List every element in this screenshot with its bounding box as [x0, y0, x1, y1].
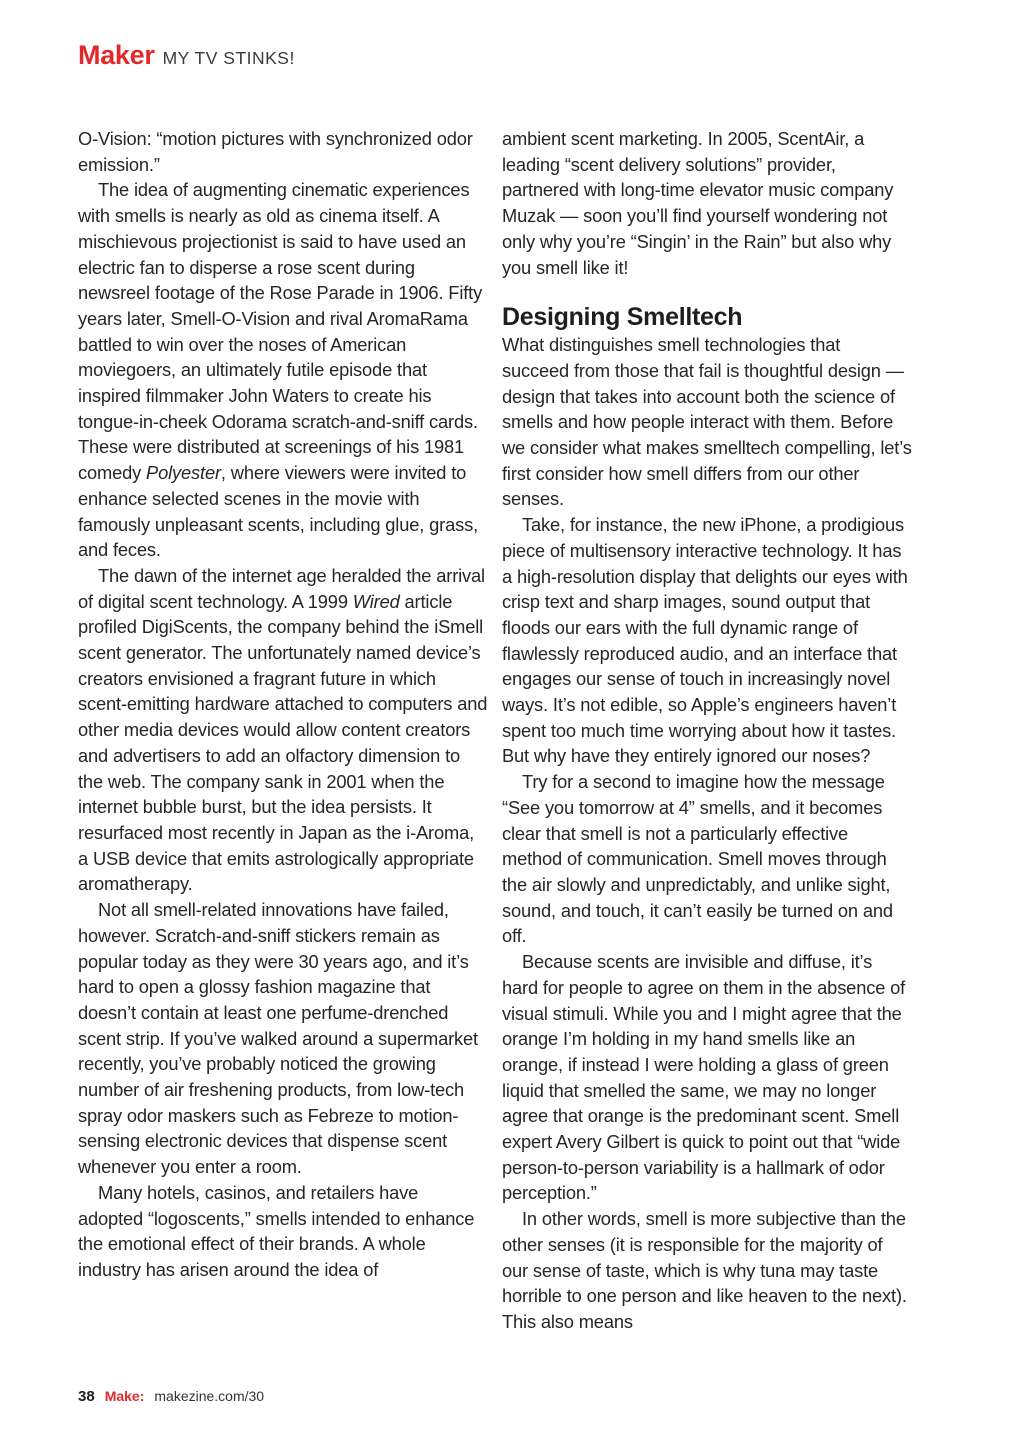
paragraph: ambient scent marketing. In 2005, ScentAir, a leading “scent delivery solutions” provider, partnered with long-time elevator music company Muzak — soon you’ll find yourself wondering not only why you’re “Singin’ in the Rain” but also why you smell like it! — [502, 128, 894, 278]
italic-title: Wired — [352, 590, 400, 612]
paragraph-text: , where viewers were invited to enhance selected scenes in the movie with famously unpleasant scents, including glue, grass, and feces. — [78, 462, 478, 561]
paragraph: In other words, smell is more subjective than the other senses (it is responsible for the majority of our sense of taste, which is why tuna may taste horrible to one person and like heaven to the next). This also means — [502, 1208, 907, 1332]
right-column — [502, 126, 912, 1335]
paragraph: What distinguishes smell technologies that succeed from those that fail is thoughtful design — design that takes into account both the science of smells and how people interact with them. Before we consider what makes smelltech compelling, let’s first consider how smell differs from our other senses. — [502, 334, 912, 510]
paragraph: O-Vision: “motion pictures with synchronized odor emission.” — [78, 128, 473, 175]
page-number: 38 — [78, 1388, 95, 1405]
paragraph-text: The idea of augmenting cinematic experiences with smells is nearly as old as cinema itself. A mischievous projectionist is said to have used an electric fan to disperse a rose scent during newsreel footage of the Rose Parade in 1906. Fifty years later, Smell-O-Vision and rival AromaRama battled to win over the noses of American moviegoers, an ultimately futile episode that inspired filmmaker John Waters to create his tongue-in-cheek Odorama scratch-and-sniff cards. These were distributed at screenings of his 1981 comedy — [78, 179, 483, 484]
paragraph: Because scents are invisible and diffuse, it’s hard for people to agree on them in the absence of visual stimuli. While you and I might agree that the orange I’m holding in my hand smells like an orange, if instead I were holding a glass of green liquid that smelled the same, we may no longer agree that orange is the predominant scent. Smell expert Avery Gilbert is quick to point out that “wide person-to-person variability is a hallmark of odor perception.” — [502, 951, 906, 1204]
magazine-name: Make: — [104, 1388, 145, 1404]
paragraph — [78, 177, 488, 563]
paragraph-text: The dawn of the internet age heralded the arrival of digital scent technology. A 1999 — [78, 564, 485, 612]
running-header — [78, 40, 295, 71]
italic-title: Polyester — [146, 462, 221, 484]
paragraph — [78, 563, 488, 897]
section-brand: Maker — [78, 40, 155, 70]
left-column — [78, 126, 488, 1283]
page-footer — [78, 1388, 264, 1405]
article-title: MY TV STINKS! — [162, 48, 295, 68]
paragraph-text: article profiled DigiScents, the company behind the iSmell scent generator. The unfortunately named device’s creators envisioned a fragrant future in which scent-emitting hardware attached to computers and other media devices would allow content creators and advertisers to add an olfactory dimension to the web. The company sank in 2001 when the internet bubble burst, but the idea persists. It resurfaced most recently in Japan as the i-Aroma, a USB device that emits astrologically appropriate aromatherapy. — [78, 590, 488, 895]
magazine-url[interactable]: makezine.com/30 — [154, 1388, 265, 1404]
paragraph: Not all smell-related innovations have failed, however. Scratch-and-sniff stickers remain as popular today as they were 30 years ago, and it’s hard to open a glossy fashion magazine that doesn’t contain at least one perfume-drenched scent strip. If you’ve walked around a supermarket recently, you’ve probably noticed the growing number of air freshening products, from low-tech spray odor maskers such as Febreze to motion-sensing electronic devices that dispense scent whenever you enter a room. — [78, 899, 478, 1178]
paragraph: Try for a second to imagine how the message “See you tomorrow at 4” smells, and it becomes clear that smell is not a particularly effective method of communication. Smell moves through the air slowly and unpredictably, and unlike sight, sound, and touch, it can’t easily be turned on and off. — [502, 771, 893, 947]
paragraph: Take, for instance, the new iPhone, a prodigious piece of multisensory interactive technology. It has a high-resolution display that delights our eyes with crisp text and sharp images, sound output that floods our ears with the full dynamic range of flawlessly reproduced audio, and an interface that engages our sense of touch in increasingly novel ways. It’s not edible, so Apple’s engineers haven’t spent too much time worrying about how it tastes. But why have they entirely ignored our noses? — [502, 514, 908, 767]
paragraph: Many hotels, casinos, and retailers have adopted “logoscents,” smells intended to enhance the emotional effect of their brands. A whole industry has arisen around the idea of — [78, 1181, 475, 1280]
section-heading: Designing Smelltech — [502, 303, 743, 332]
